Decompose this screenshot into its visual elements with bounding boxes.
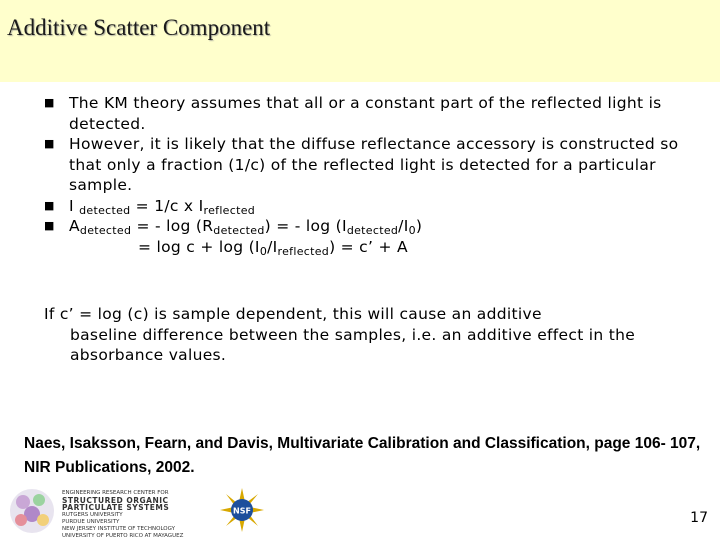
logo-line: UNIVERSITY OF PUERTO RICO AT MAYAGUEZ (62, 533, 184, 540)
bullet-square-icon: ■ (44, 219, 55, 232)
eq-text: = - log (R (131, 217, 214, 235)
logo-line: ENGINEERING RESEARCH CENTER FOR (62, 490, 169, 496)
eq-text: = 1/c x I (130, 196, 204, 215)
bullet-item-equation-2 (44, 216, 704, 237)
explanation-paragraph (44, 304, 684, 366)
bullet-square-icon: ■ (44, 137, 55, 150)
slide-title: Additive Scatter Component (7, 15, 271, 40)
erc-sops-logo-text (62, 490, 202, 540)
paragraph-first-line: If c’ = log (c) is sample dependent, this will cause an additive (44, 305, 542, 323)
nsf-label: NSF (233, 506, 251, 516)
equation-continuation (44, 237, 704, 258)
eq-sub: detected (79, 224, 132, 237)
eq-text: ) = - log (I (264, 217, 347, 235)
eq-text: I (69, 196, 80, 215)
eq-text: A (69, 217, 80, 235)
eq-sub: reflected (277, 244, 330, 258)
eq-text: = log c + log (I (138, 237, 260, 256)
reference-citation: Naes, Isaksson, Fearn, and Davis, Multivariate Calibration and Classification, page 106- 107, NIR Publications, 2002. (24, 435, 701, 476)
bullet-text: However, it is likely that the diffuse reflectance accessory is constructed so that only a fraction (1/c) of the reflected light is detected for a particular sample. (69, 135, 679, 194)
logo-line: NEW JERSEY INSTITUTE OF TECHNOLOGY (62, 526, 175, 533)
paragraph-rest: baseline difference between the samples, i.e. an additive effect in the absorbance values. (70, 325, 636, 364)
eq-sub: detected (213, 224, 265, 237)
bullet-text: The KM theory assumes that all or a constant part of the reflected light is detected. (69, 94, 662, 133)
bullet-item-equation-1 (44, 196, 704, 217)
bullet-item (44, 134, 704, 196)
eq-sub: 0 (408, 224, 416, 237)
eq-text: ) = c’ + A (329, 237, 408, 256)
erc-sops-logo-icon (8, 487, 56, 535)
bullet-square-icon: ■ (44, 96, 55, 109)
title-bar (0, 0, 720, 82)
logo-line: STRUCTURED ORGANIC PARTICULATE SYSTEMS (62, 496, 170, 513)
eq-sub: detected (79, 203, 131, 217)
bullet-item (44, 93, 704, 134)
eq-text: /I (267, 237, 278, 256)
logo-line: RUTGERS UNIVERSITY (62, 511, 123, 518)
eq-sub: reflected (203, 203, 256, 217)
page-number: 17 (690, 510, 708, 526)
eq-text: /I (398, 217, 409, 235)
logo-line: PURDUE UNIVERSITY (62, 518, 120, 525)
eq-sub: detected (346, 224, 399, 237)
nsf-logo-icon (220, 488, 264, 532)
eq-text: ) (415, 217, 423, 235)
eq-sub: 0 (259, 244, 268, 258)
bullet-list (44, 93, 704, 257)
bullet-square-icon: ■ (44, 198, 55, 212)
